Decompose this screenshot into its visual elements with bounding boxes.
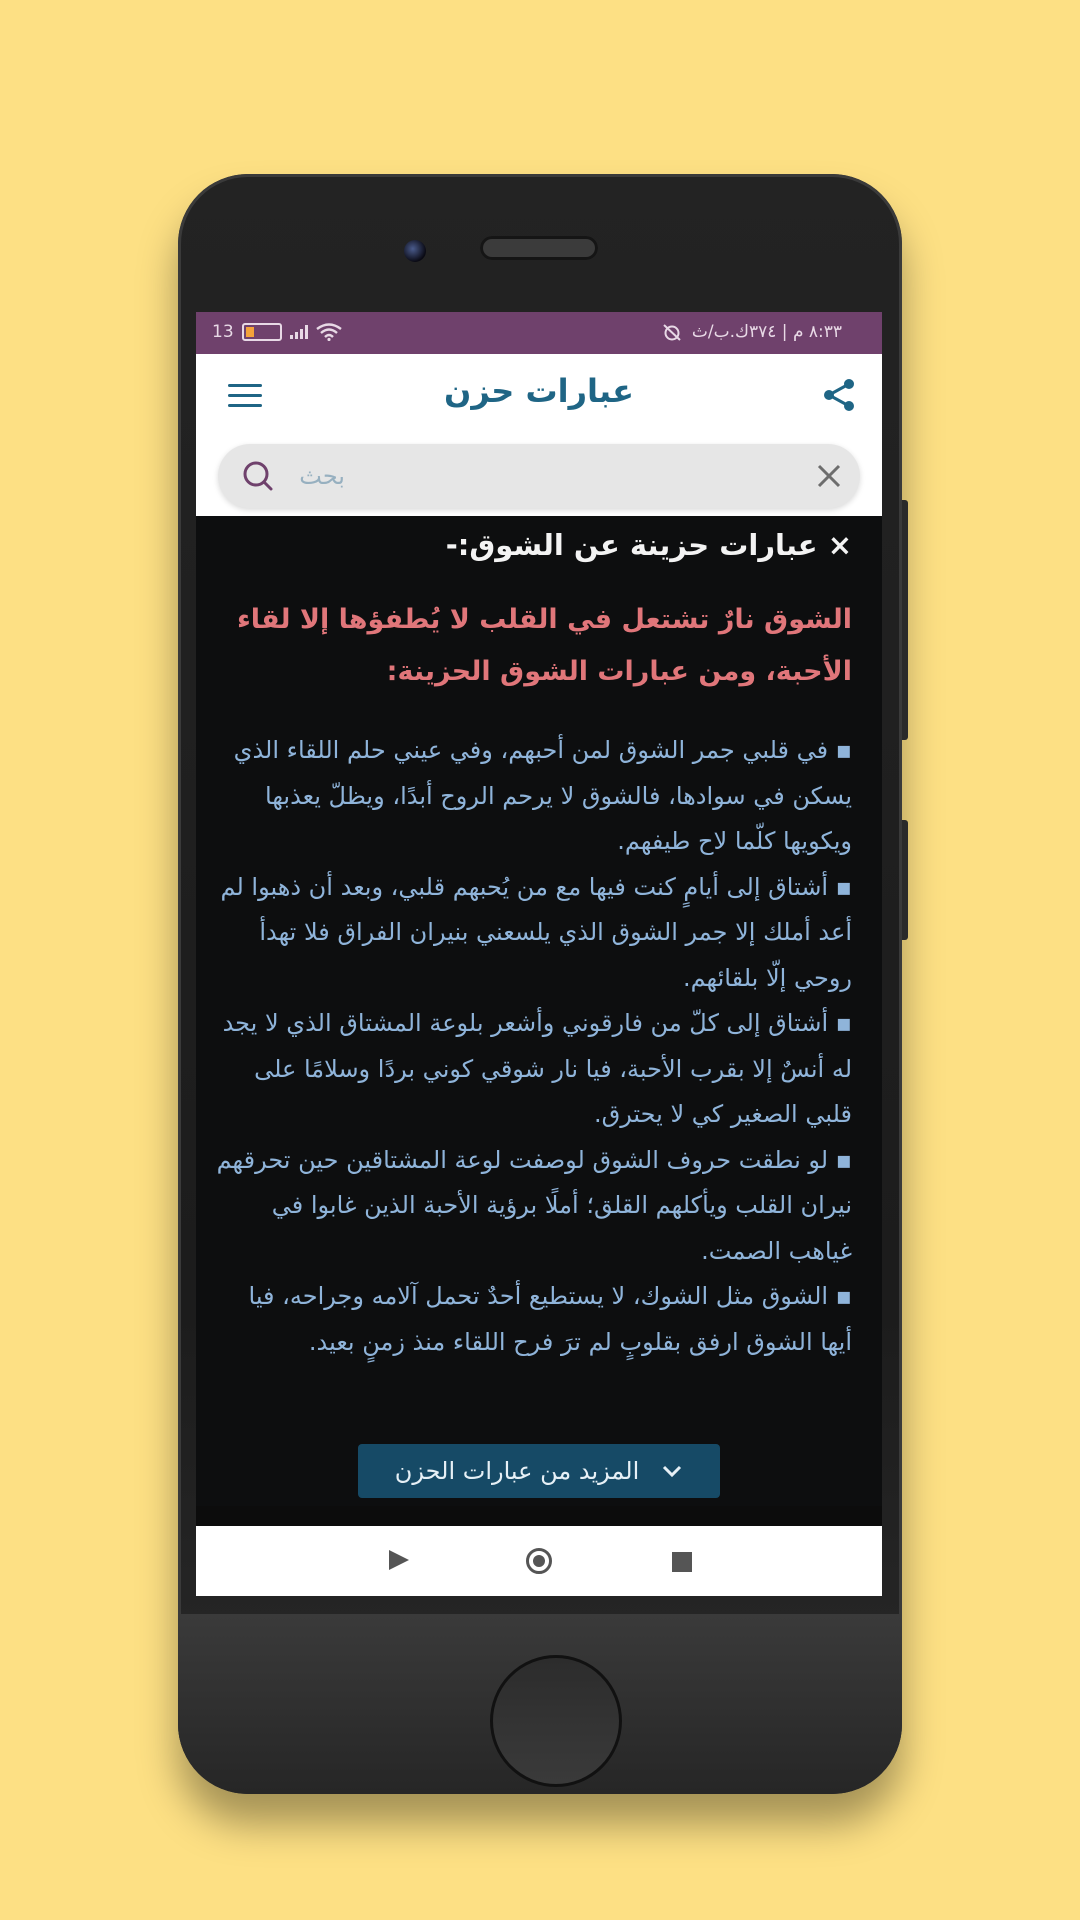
more-button[interactable] bbox=[358, 1444, 720, 1498]
share-icon[interactable] bbox=[820, 376, 858, 414]
search-placeholder: بحث bbox=[299, 462, 345, 490]
physical-home-button bbox=[490, 1655, 622, 1787]
home-icon[interactable] bbox=[526, 1548, 552, 1574]
front-camera bbox=[404, 240, 426, 262]
section-heading: × عبارات حزينة عن الشوق:- bbox=[445, 528, 852, 562]
search-area bbox=[196, 436, 882, 516]
list-item: ▪ الشوق مثل الشوك، لا يستطيع أحدٌ تحمل آلامه وجراحه، فيا أيها الشوق ارفق بقلوبٍ لم ترَ فرح اللقاء منذ زمنٍ بعيد. bbox=[248, 1282, 852, 1356]
phone-screen bbox=[196, 312, 882, 1596]
side-volume-button bbox=[902, 500, 908, 740]
signal-icon bbox=[290, 325, 308, 339]
battery-icon bbox=[242, 323, 282, 341]
wifi-icon bbox=[316, 323, 342, 341]
list-item: ▪ لو نطقت حروف الشوق لوصفت لوعة المشتاقين حين تحرقهم نيران القلب ويأكلهم القلق؛ أملًا برؤية الأحبة الذين غابوا في غياهب الصمت. bbox=[216, 1145, 852, 1265]
app-title: عبارات حزن bbox=[444, 372, 634, 410]
list-item: ▪ في قلبي جمر الشوق لمن أحبهم، وفي عيني حلم اللقاء الذي يسكن في سوادها، فالشوق لا يرحم الروح أبدًا، ويظلّ يعذبها ويكويها كلّما لاح طيفهم. bbox=[233, 736, 852, 855]
side-power-button bbox=[902, 820, 908, 940]
recents-icon[interactable] bbox=[672, 1552, 692, 1572]
status-time-speed: ٨:٣٣ م | ٣٧٤ك.ب/ث bbox=[691, 322, 842, 342]
status-left bbox=[212, 322, 342, 342]
status-bar bbox=[196, 312, 882, 354]
status-right bbox=[662, 322, 842, 342]
close-icon[interactable] bbox=[814, 461, 844, 491]
battery-percent: 13 bbox=[212, 322, 234, 342]
earpiece-speaker bbox=[480, 236, 598, 260]
app-bar bbox=[196, 354, 882, 436]
list-item: ▪ أشتاق إلى كلّ من فارقوني وأشعر بلوعة المشتاق الذي لا يجد له أنسٌ إلا بقرب الأحبة، فيا نار شوقي كوني بردًا وسلامًا على قلبي الصغير كي لا يحترق. bbox=[222, 1009, 852, 1128]
alarm-off-icon bbox=[662, 323, 682, 341]
more-button-label: المزيد من عبارات الحزن bbox=[394, 1457, 640, 1485]
back-icon[interactable] bbox=[389, 1550, 409, 1570]
chevron-down-icon bbox=[661, 1464, 683, 1478]
list-item: ▪ أشتاق إلى أيامٍ كنت فيها مع من يُحبهم قلبي، وبعد أن ذهبوا لم أعد أملك إلا جمر الشوق الذي يلسعني بنيران الفراق فلا تهدأ روحي إلّا بلقائهم. bbox=[220, 872, 852, 992]
quotes-list bbox=[212, 728, 852, 1365]
section-intro: الشوق نارٌ تشتعل في القلب لا يُطفؤها إلا لقاء الأحبة، ومن عبارات الشوق الحزينة: bbox=[237, 604, 852, 687]
search-input[interactable] bbox=[218, 444, 860, 508]
system-nav-bar bbox=[196, 1526, 882, 1596]
article-content bbox=[196, 516, 882, 1506]
